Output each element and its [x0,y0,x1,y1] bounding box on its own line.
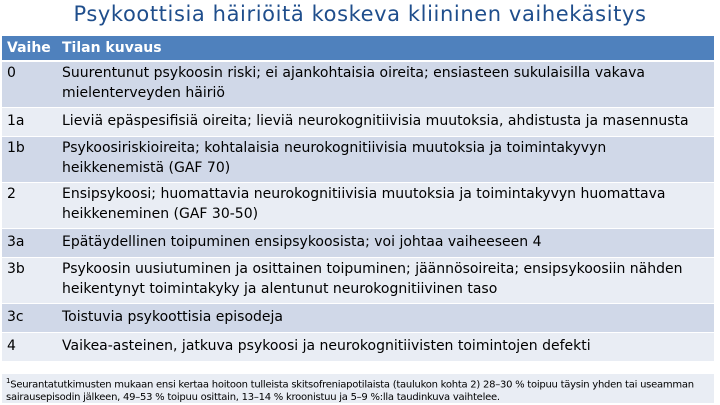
description-cell: Lieviä epäspesifisiä oireita; lieviä neurokognitiivisia muutoksia, ahdistusta ja masennusta [57,108,714,137]
description-cell: Ensipsykoosi; huomattavia neurokognitiivisia muutoksia ja toimintakyvyn huomattava heikkeneminen (GAF 30-50) [57,183,714,229]
description-cell: Psykoosin uusiutuminen ja osittainen toipuminen; jäännösoireita; ensipsykoosiin nähden heikentynyt toimintakyky ja alentunut neurokognitiivinen taso [57,258,714,304]
phase-cell: 4 [2,333,57,362]
footnote [2,374,714,403]
table-row [2,333,714,362]
phase-cell: 0 [2,61,57,108]
phase-cell: 3a [2,229,57,258]
footnote-text: Seurantatutkimusten mukaan ensi kertaa hoitoon tulleista skitsofreniapotilaista (taulukon kohta 2) 28–30 % toipuu täysin yhden tai useamman sairausepisodin jälkeen, 49–53 % toipuu osittain, 13–14 % kroonistuu ja 5–9 %:lla taudinkuva vaihtelee. [6,379,694,403]
phase-cell: 1a [2,108,57,137]
phase-cell: 1b [2,137,57,183]
footnote-marker: 1 [6,377,11,385]
table-row [2,258,714,304]
phase-cell: 3b [2,258,57,304]
page-title: Psykoottisia häiriöitä koskeva kliininen vaihekäsitys [73,2,647,26]
table-row [2,61,714,108]
description-cell: Epätäydellinen toipuminen ensipsykoosista; voi johtaa vaiheeseen 4 [57,229,714,258]
table-row [2,183,714,229]
table-header-row [2,36,714,61]
description-cell: Toistuvia psykoottisia episodeja [57,304,714,333]
table-row [2,137,714,183]
column-header-description: Tilan kuvaus [57,36,714,61]
description-cell: Psykoosiriskioireita; kohtalaisia neurokognitiivisia muutoksia ja toimintakyvyn heikkenemistä (GAF 70) [57,137,714,183]
table-row [2,108,714,137]
table-row [2,304,714,333]
phase-cell: 2 [2,183,57,229]
description-cell: Vaikea-asteinen, jatkuva psykoosi ja neurokognitiivisten toimintojen defekti [57,333,714,362]
phase-cell: 3c [2,304,57,333]
description-cell: Suurentunut psykoosin riski; ei ajankohtaisia oireita; ensiasteen sukulaisilla vakava mielenterveyden häiriö [57,61,714,108]
phase-table [2,36,714,362]
column-header-phase: Vaihe [2,36,57,61]
table-row [2,229,714,258]
